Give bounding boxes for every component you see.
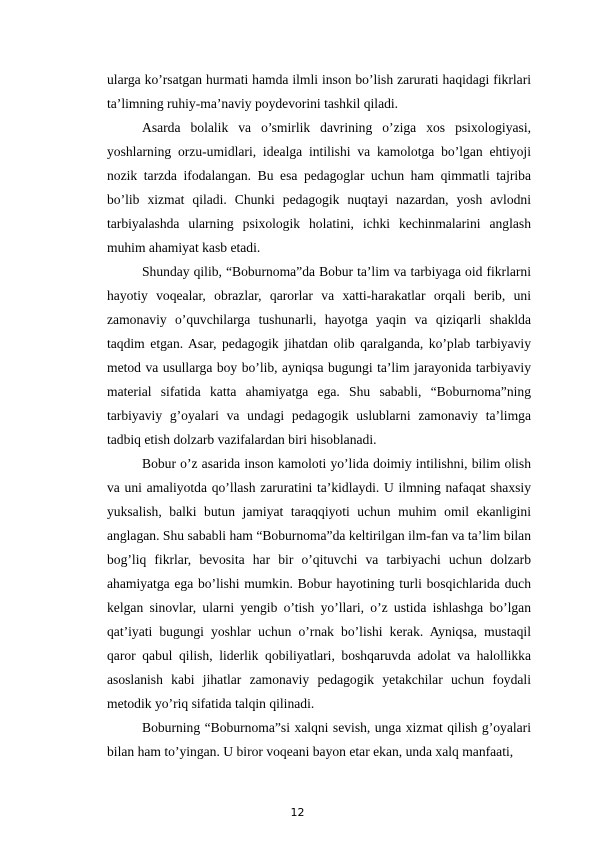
paragraph-continuation: ularga ko’rsatgan hurmati hamda ilmli inson bo’lish zarurati haqidagi fikrlari ta’limning ruhiy-ma’naviy poydevorini tashkil qiladi.	[107, 72, 531, 111]
paragraph-summary: Shunday qilib, “Boburnoma”da Bobur ta’lim va tarbiyaga oid fikrlarni hayotiy voqealar, obrazlar, qarorlar va xatti-harakatlar orqali berib, uni zamonaviy o’quvchilarga tushunarli, hayotga yaqin va qiziqarli shaklda taqdim etgan. Asar, pedagogik jihatdan olib qaralganda, ko’plab tarbiyaviy metod va usullarga boy bo’lib, ayniqsa bugungi ta’lim jarayonida tarbiyaviy material sifatida katta ahamiyatga ega. Shu sababli, “Boburnoma”ning tarbiyaviy g’oyalari va undagi pedagogik uslublarni zamonaviy ta’limga tadbiq etish dolzarb vazifalardan biri hisoblanadi.	[107, 264, 531, 447]
paragraph-knowledge: Bobur o’z asarida inson kamoloti yo’lida doimiy intilishni, bilim olish va uni amaliyotda qo’llash zaruratini ta’kidlaydi. U ilmning nafaqat shaxsiy yuksalish, balki butun jamiyat taraqqiyoti uchun muhim omil ekanligini anglagan. Shu sababli ham “Boburnoma”da keltirilgan ilm-fan va ta’lim bilan bog’liq fikrlar, bevosita har bir o’qituvchi va tarbiyachi uchun dolzarb ahamiyatga ega bo’lishi mumkin. Bobur hayotining turli bosqichlarida duch kelgan sinovlar, ularni yengib o’tish yo’llari, o’z ustida ishlashga bo’lgan qat’iyati bugungi yoshlar uchun o’rnak bo’lishi kerak. Ayniqsa, mustaqil qaror qabul qilish, liderlik qobiliyatlari, boshqaruvda adolat va halollikka asoslanish kabi jihatlar zamonaviy pedagogik yetakchilar uchun foydali metodik yo’riq sifatida talqin qilinadi.	[107, 456, 531, 711]
paragraph-people-service: Boburning “Boburnoma”si xalqni sevish, unga xizmat qilish g’oyalari bilan ham to’yingan. U biror voqeani bayon etar ekan, unda xalq manfaati,	[107, 720, 531, 759]
page-number: 12	[290, 806, 305, 819]
paragraph-psychology: Asarda bolalik va o’smirlik davrining o’ziga xos psixologiyasi, yoshlarning orzu-umidlari, idealga intilishi va kamolotga bo’lgan ehtiyoji nozik tarzda ifodalangan. Bu esa pedagoglar uchun ham qimmatli tajriba bo’lib xizmat qiladi. Chunki pedagogik nuqtayi nazardan, yosh avlodni tarbiyalashda ularning psixologik holatini, ichki kechinmalarini anglash muhim ahamiyat kasb etadi.	[107, 120, 531, 255]
body-text	[107, 68, 531, 764]
